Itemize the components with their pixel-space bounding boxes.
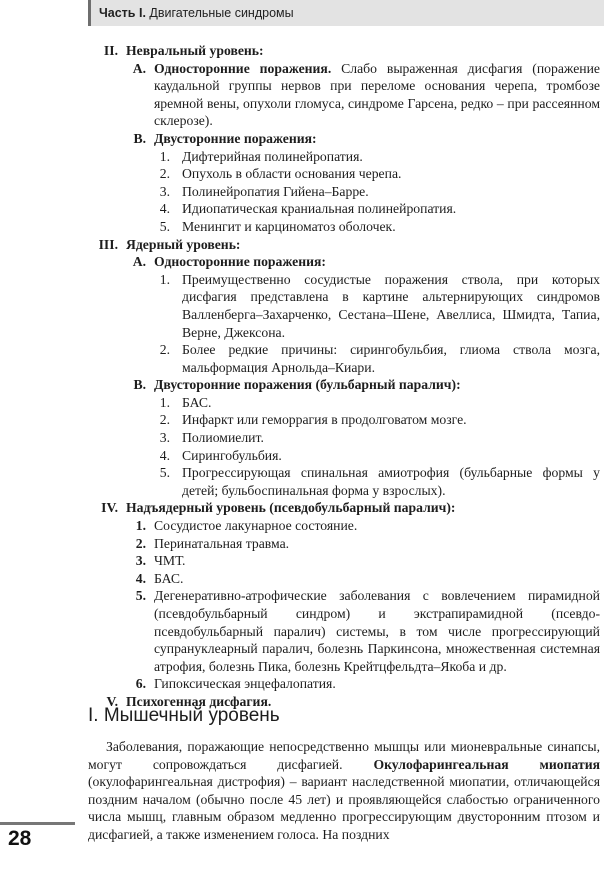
outline-text: ЧМТ. [154,553,186,569]
outline-marker: 2. [159,412,170,428]
outline-marker: 1. [159,148,170,164]
outline-item [88,341,600,376]
outline-text: Полинейропатия Гийена–Барре. [182,183,369,199]
outline-list [88,42,600,711]
outline-text: Односторонние поражения: [154,254,326,270]
outline-item [88,411,600,429]
outline-marker: 1. [159,394,170,410]
outline-text: Сосудистое лакунарное состояние. [154,518,358,534]
outline-item [88,394,600,412]
paragraph-term: Окулофарингеальная миопатия [373,756,600,772]
outline-marker: 2. [159,342,170,358]
outline-marker: B. [133,377,146,393]
outline-marker: A. [132,254,146,270]
outline-text: Психогенная дисфагия. [126,693,272,709]
outline-marker: 3. [135,553,146,569]
outline-text: Полиомиелит. [182,430,264,446]
outline-item [88,130,600,148]
outline-text: Перинатальная травма. [154,535,290,551]
outline-text: Невральный уровень: [126,43,264,58]
outline-marker: B. [133,130,146,146]
outline-item [88,552,600,570]
outline-item [88,535,600,553]
paragraph-part1: Заболевания, поражающие непосредственно мышцы или мионевральные синапсы, могут сопровождаться дисфагией. [88,739,600,772]
running-head [88,0,604,26]
running-head-title: Двигательные синдромы [149,6,294,20]
outline-body: Слабо выраженная дисфагия (поражение каудальной группы нервов при переломе основания черепа, тромбозе яремной вены, опухоли гломуса, синдроме Гарсена, редко – при рассеянном склерозе). [154,60,600,129]
outline-text: Опухоль в области основания черепа. [182,166,402,182]
outline-marker: III. [98,236,118,252]
outline-marker: 5. [135,588,146,604]
outline-marker: 5. [159,465,170,481]
outline-marker: 1. [135,518,146,534]
outline-item [88,675,600,693]
outline-item [88,253,600,271]
outline-item [88,376,600,394]
outline-marker: II. [103,43,118,58]
outline-marker: 2. [159,166,170,182]
outline-marker: V. [106,693,118,709]
outline-marker: 5. [159,218,170,234]
outline-text: Преимущественно сосудистые поражения ствола, при которых дисфагия представлена в картине альтернирующих синдромов Валленберга–Захарченко, Сестана–Шене, Авеллиса, Шмидта, Тапиа, Верне, Джексона. [182,271,600,340]
outline-heading: Односторонние поражения. [154,60,332,76]
outline-item [88,183,600,201]
outline-item [88,218,600,236]
outline-item [88,148,600,166]
outline-text: Менингит и карциноматоз оболочек. [182,218,396,234]
outline-text: Прогрессирующая спинальная амиотрофия (бульбарные формы у детей; бульбоспинальная форма у взрослых). [182,465,600,498]
outline-text: Дифтерийная полинейропатия. [182,148,363,164]
outline-text: Двусторонние поражения: [154,130,317,146]
outline-marker: IV. [101,500,118,516]
outline-text [154,60,600,130]
outline-item [88,165,600,183]
outline-text: Надъядерный уровень (псевдобульбарный паралич): [126,500,456,516]
outline-marker: 3. [159,183,170,199]
outline-text: БАС. [154,570,184,586]
section-heading: I. Мышечный уровень [88,705,280,726]
outline-item [88,42,600,60]
outline-text: Сирингобульбия. [182,447,282,463]
outline-text: Ядерный уровень: [126,236,241,252]
outline-item [88,587,600,675]
outline-marker: A. [132,60,146,76]
footer-rule [0,822,75,825]
outline-marker: 4. [159,447,170,463]
outline-text: Дегенеративно-атрофические заболевания с вовлечением пирамидной (псевдобульбарный синдром) и экстрапирамидной (псевдо-псевдобульбарный паралич) системы, в том числе прогрессирующий супрануклеарный паралич, болезнь Паркинсона, множественная системная атрофия, болезнь Пика, болезнь Крейтцфельдта–Якоба и др. [154,588,600,674]
outline-item [88,200,600,218]
outline-text: Двусторонние поражения (бульбарный паралич): [154,377,461,393]
outline-item [88,429,600,447]
outline-text: Инфаркт или геморрагия в продолговатом мозге. [182,412,467,428]
outline-item [88,60,600,130]
outline-item [88,570,600,588]
outline-marker: 4. [159,201,170,217]
outline-marker: 4. [135,570,146,586]
page-number: 28 [8,827,32,850]
outline-item [88,517,600,535]
outline-text: БАС. [182,394,212,410]
outline-text: Гипоксическая энцефалопатия. [154,676,336,692]
outline-text: Более редкие причины: сирингобульбия, глиома ствола мозга, мальформация Арнольда–Киари. [182,342,600,375]
outline-marker: 3. [159,430,170,446]
paragraph-part2: (окулофарингеальная дистрофия) – вариант наследственной миопатии, отличающейся поздним началом (обычно после 45 лет) и проявляющейся слабостью ограниченного числа мышц, главным образом медленно прогрессирующим двусторонним птозом и дисфагией, а также изменением голоса. На поздних [88,774,600,842]
outline-item [88,271,600,341]
outline-item [88,236,600,254]
outline-text: Идиопатическая краниальная полинейропатия. [182,201,457,217]
outline-item [88,499,600,517]
outline-marker: 2. [135,535,146,551]
outline-marker: 1. [159,271,170,287]
outline-item [88,447,600,465]
outline-item [88,464,600,499]
running-head-part: Часть I. [99,6,146,20]
section-paragraph [88,738,600,844]
outline-marker: 6. [135,676,146,692]
